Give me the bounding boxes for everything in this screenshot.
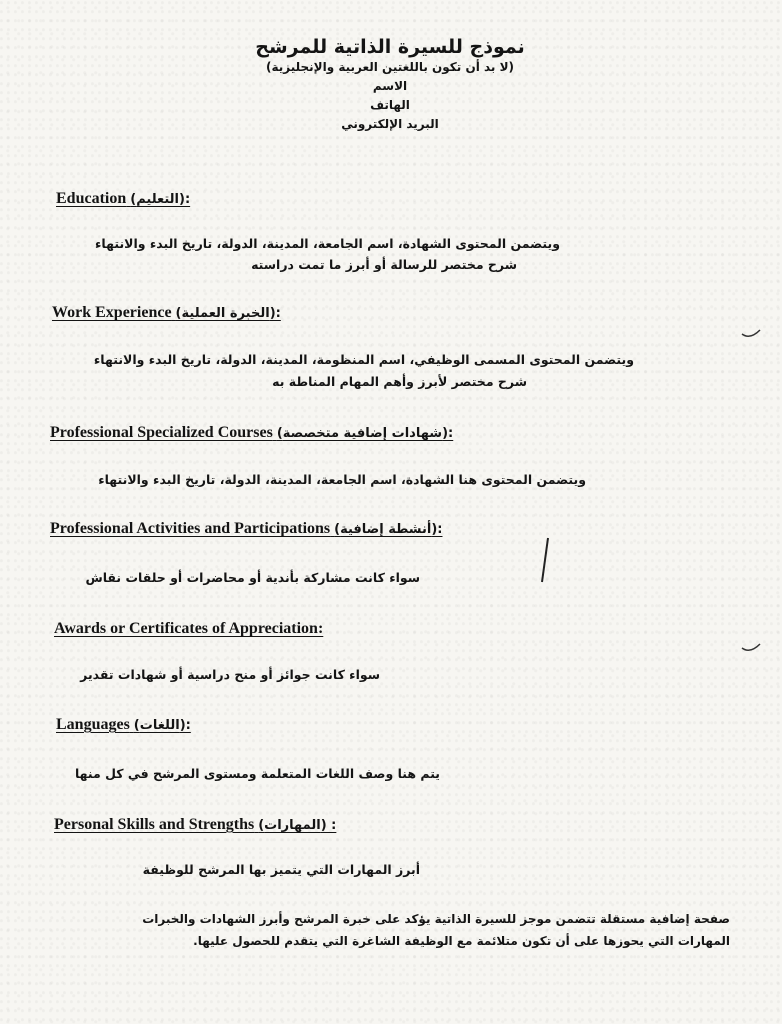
work-heading-en: Work Experience: [52, 304, 172, 321]
footer-line-1: صفحة إضافية مستقلة تتضمن موجز للسيرة الذاتية يؤكد على خبرة المرشح وأبرز الشهادات والخبرات: [142, 912, 730, 926]
activities-line-1: سواء كانت مشاركة بأندية أو محاضرات أو حلقات نقاش: [85, 570, 420, 585]
document-header: [200, 36, 580, 134]
skills-line-1: أبرز المهارات التي يتميز بها المرشح للوظيفة: [142, 862, 420, 877]
courses-line-1: ويتضمن المحتوى هنا الشهادة، اسم الجامعة، المدينة، الدولة، تاريخ البدء والانتهاء: [98, 472, 586, 487]
work-line-2: شرح مختصر لأبرز وأهم المهام المناطة به: [272, 374, 527, 389]
awards-heading-en: Awards or Certificates of Appreciation:: [54, 620, 324, 637]
languages-heading-ar: (اللغات):: [133, 718, 191, 733]
name-label: الاسم: [372, 79, 408, 93]
scan-mark: [740, 640, 764, 656]
work-heading-ar: (الخبرة العملية):: [175, 306, 281, 321]
education-line-1: ويتضمن المحتوى الشهادة، اسم الجامعة، المدينة، الدولة، تاريخ البدء والانتهاء: [95, 236, 560, 251]
awards-heading: [54, 620, 323, 638]
languages-heading-en: Languages: [56, 716, 130, 733]
education-heading-ar: (التعليم):: [130, 192, 191, 207]
languages-line-1: يتم هنا وصف اللغات المتعلمة ومستوى المرشح في كل منها: [74, 766, 440, 781]
footer-line-2: المهارات التي يحوزها على أن تكون متلائمة مع الوظيفة الشاغرة التي يتقدم للحصول عليها.: [193, 934, 730, 948]
awards-line-1: سواء كانت جوائز أو منح دراسية أو شهادات تقدير: [80, 667, 380, 682]
skills-heading-ar: (المهارات) :: [258, 818, 337, 833]
skills-heading-en: Personal Skills and Strengths: [54, 816, 255, 833]
footer-note: [110, 908, 730, 952]
document-title: نموذج للسيرة الذاتية للمرشح: [255, 36, 525, 58]
courses-heading-en: Professional Specialized Courses: [50, 424, 273, 441]
scan-mark: [740, 326, 764, 342]
work-heading: [52, 304, 281, 322]
document-subtitle: (لا بد أن تكون باللغتين العربية والإنجليزية): [265, 60, 515, 74]
phone-label: الهاتف: [370, 98, 410, 112]
languages-heading: [56, 716, 191, 734]
education-line-2: شرح مختصر للرسالة أو أبرز ما تمت دراسته: [251, 257, 517, 272]
scan-stroke: [538, 536, 552, 586]
skills-heading: [54, 816, 336, 834]
activities-heading-en: Professional Activities and Participations: [50, 520, 331, 537]
email-label: البريد الإلكتروني: [341, 117, 439, 131]
education-heading: [56, 190, 190, 208]
courses-heading-ar: (شهادات إضافية متخصصة):: [276, 426, 454, 441]
education-heading-en: Education: [56, 190, 127, 207]
work-line-1: ويتضمن المحتوى المسمى الوظيفي، اسم المنظومة، المدينة، الدولة، تاريخ البدء والانتهاء: [93, 352, 634, 367]
courses-heading: [50, 424, 453, 442]
activities-heading: [50, 520, 442, 538]
activities-heading-ar: (أنشطة إضافية):: [334, 522, 443, 537]
